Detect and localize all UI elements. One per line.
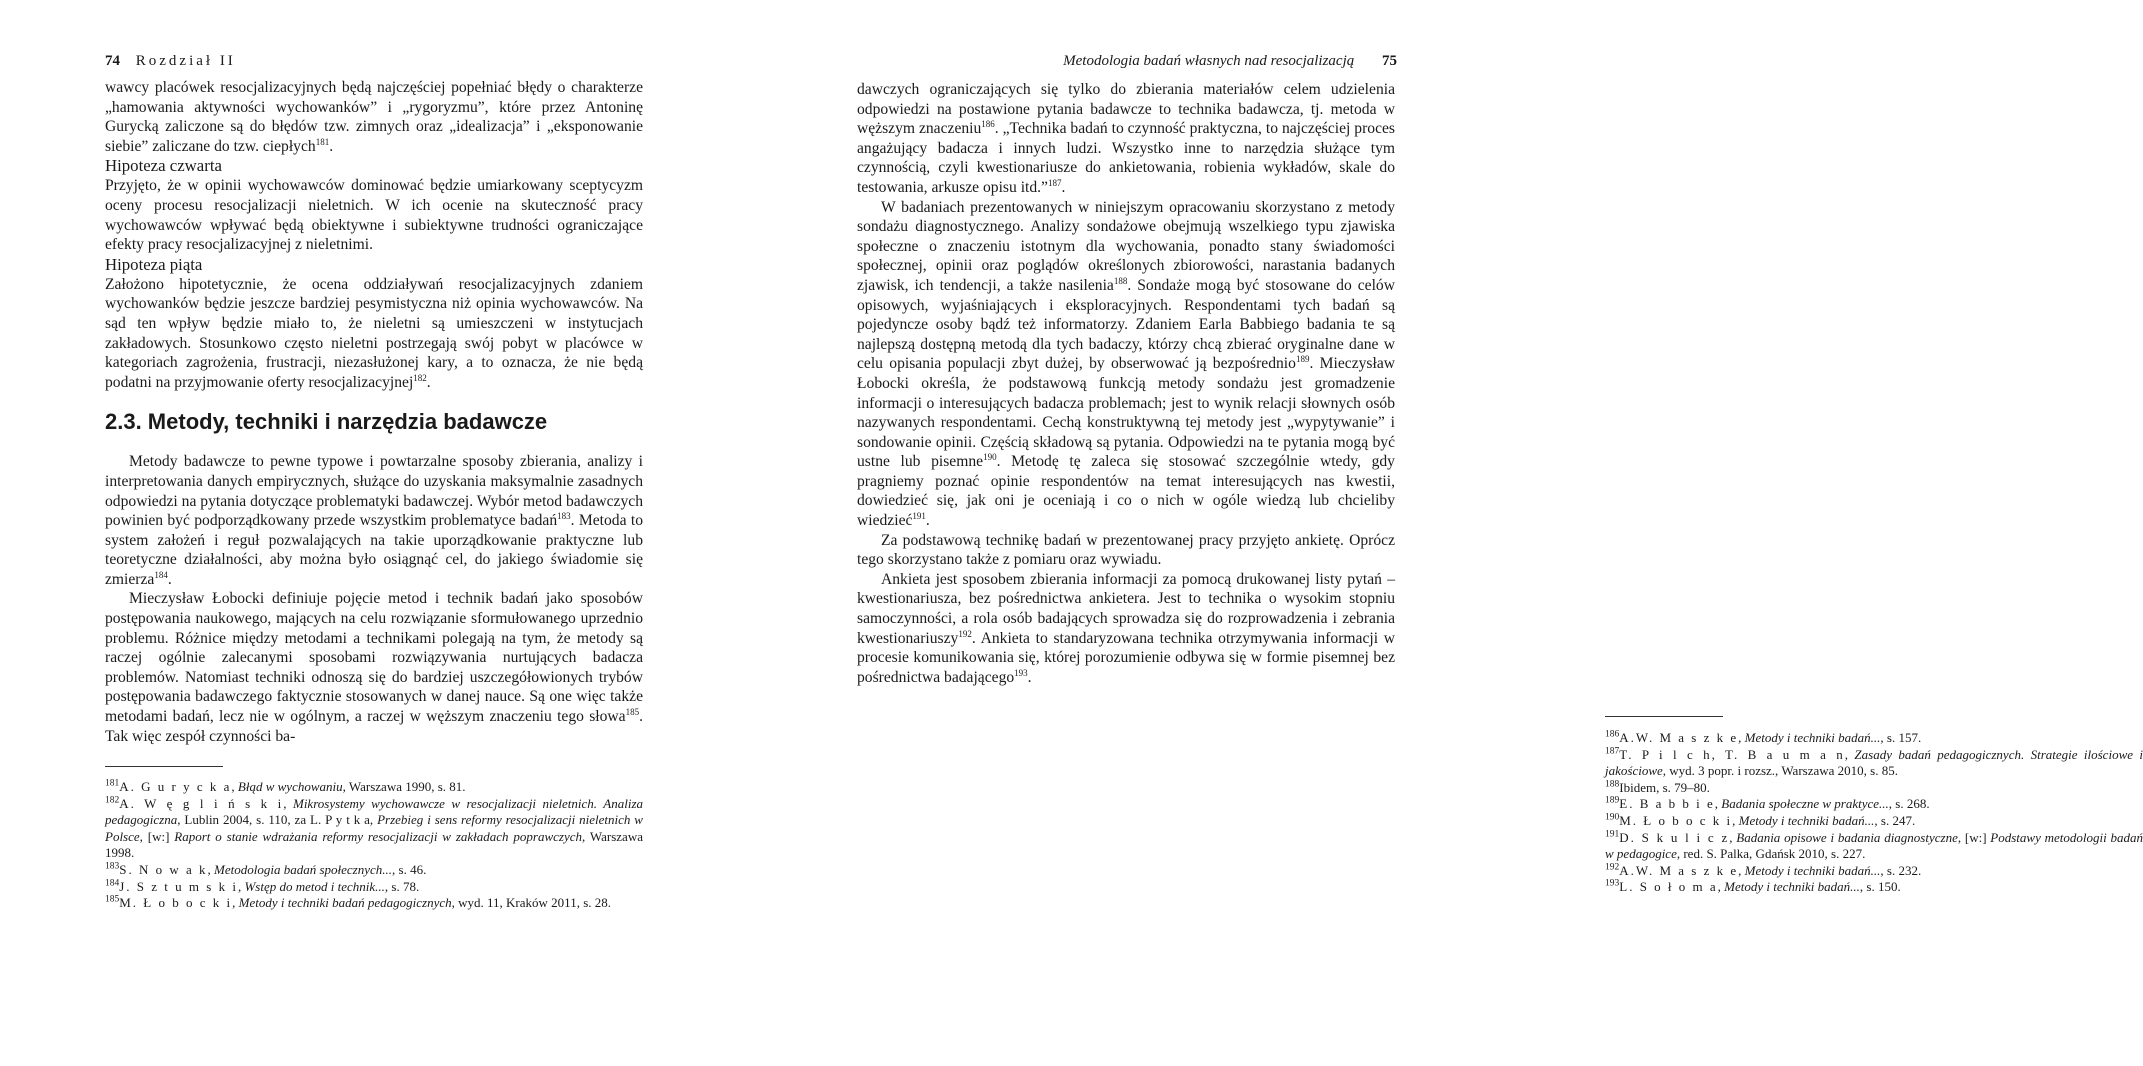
hypothesis-heading: Hipoteza czwarta (105, 156, 222, 176)
paragraph: Mieczysław Łobocki definiuje pojęcie metod i technik badań jako sposobów postępowania naukowego, mających na celu rozwiązanie sformułowanego uprzednio problemu. Różnice między metodami a technikami polegają na tym, że metody są raczej ogólnie zalecanymi sposobami rozwiązywania nurtujących badacza problemów. Natomiast techniki odnoszą się do bardziej uszczegółowionych trybów postępowania badawczego faktycznie stosowanych w danej nauce. Są one więc także metodami badań, lecz nie w ogólnym, a raczej w węższym znaczeniu tego słowa$^{185}$. Tak więc zespół czynności ba- (105, 590, 643, 745)
paragraph: Przyjęto, że w opinii wychowawców dominować będzie umiarkowany sceptycyzm oceny procesu resocjalizacji nieletnich. W ich ocenie na skuteczność pracy wychowawców wpływać będą obiektywne i subiektywne trudności ograniczające efekty pracy resocjalizacyjnej z nieletnimi. (105, 177, 643, 254)
paragraph: Za podstawową technikę badań w prezentowanej pracy przyjęto ankietę. Oprócz tego skorzystano także z pomiaru oraz wywiadu. (857, 531, 1395, 569)
chapter-title: Rozdział II (135, 53, 236, 69)
paragraph: wawcy placówek resocjalizacyjnych będą najczęściej popełniać błędy o charakterze „hamowania aktywności wychowanków” i „rygoryzmu”, które przez Antoninę Gurycką zaliczone są do błędów tzw. zimnych oraz „idealizacja” i „eksponowanie siebie” zaliczane do tzw. ciepłych$^{181}$. (105, 79, 643, 155)
section-heading: 2.3. Metody, techniki i narzędzia badawcze (105, 409, 548, 435)
right-page-number: 75 (1382, 53, 1397, 69)
footnote: $^{189}$E. B a b b i e, Badania społeczne w praktyce..., s. 268. (1605, 796, 1930, 812)
paragraph: dawczych ograniczających się tylko do zbierania materiałów celem udzielenia odpowiedzi na postawione pytania badawcze to technika badawcza, tj. metoda w węższym znaczeniu$^{186}$. „Technika badań to czynność praktyczna, to najczęściej proces angażujący badacza i innych ludzi. Wszystko inne to narzędzia służące tym czynnością, czyli kwestionariusze do ankietowania, robienia wykładów, skale do testowania, arkusze opisu itd.”$^{187}$. (857, 81, 1395, 196)
paragraph: W badaniach prezentowanych w niniejszym opracowaniu skorzystano z metody sondażu diagnostycznego. Analizy sondażowe obejmują wszelkiego typu zjawiska społeczne o znaczeniu istotnym dla wychowania, ponadto stany świadomości społecznej, opinii oraz poglądów określonych zbiorowości, narastania badanych zjawisk, ich tendencji, a także nasilenia$^{188}$. Sondaże mogą być stosowane do celów opisowych, wyjaśniających i eksploracyjnych. Respondentami tych badań są pojedyncze osoby bądź też informatorzy. Zdaniem Earla Babbiego badania te są najlepszą dostępną metodą dla tych badaczy, którzy chcą zbierać oryginalne dane w celu opisania populacji zbyt dużej, by obserwować ją bezpośrednio$^{189}$. Mieczysław Łobocki określa, że podstawową funkcją metody sondażu jest gromadzenie informacji o interesujących badacza problemach; jest to wynik relacji słownych osób nazywanych respondentami. Cechą konstruktywną tej metody jest „wypytywanie” i sondowanie opinii. Częścią składową są pytania. Odpowiedzi na te pytania mogą być ustne lub pisemne$^{190}$. Metodę tę zaleca się stosować szczególnie wtedy, gdy pragniemy poznać opinie respondentów na temat interesujących nas kwestii, dowiedzieć się, jak oni je oceniają i co o nich w ogóle wiedzą lub chcieliby wiedzieć$^{191}$. (857, 198, 1396, 530)
running-title: Metodologia badań własnych nad resocjalizacją (1063, 53, 1355, 69)
paragraph: Metody badawcze to pewne typowe i powtarzalne sposoby zbierania, analizy i interpretowania danych empirycznych, służące do uzyskania maksymalnie zasadnych odpowiedzi na pytania dotyczące problematyki badawczej. Wybór metod badawczych powinien być podporządkowany przede wszystkim problematyce badań$^{183}$. Metoda to system założeń i reguł pozwalających na takie uporządkowanie praktyczne lub teoretyczne działalności, aby można było osiągnąć cel, do jakiego świadomie się zmierza$^{184}$. (105, 453, 643, 588)
footnote: $^{191}$D. S k u l i c z, Badania opisowe i badania diagnostyczne, [w:] Podstawy metodologii badań w pedagogice, red. S. Palka, Gdańsk 2010, s. 227. (1605, 829, 2143, 862)
footnote: $^{186}$A.W. M a s z k e, Metody i techniki badań..., s. 157. (1605, 729, 1922, 745)
left-page (0, 0, 750, 1066)
left-body-text (105, 78, 643, 746)
paragraph: Ankieta jest sposobem zbierania informacji za pomocą drukowanej listy pytań – kwestionariusza, bez pośrednictwa ankietera. Jest to technika o wysokim stopniu samoczynności, a rola osób badających sprowadza się do rozprowadzenia i zebrania kwestionariuszy$^{192}$. Ankieta to standaryzowana technika otrzymywania informacji w procesie komunikowania się, której porozumienie odbywa się w formie pisemnej bez pośrednictwa badającego$^{193}$. (857, 570, 1395, 686)
footnote: $^{182}$A. W ę g l i ń s k i, Mikrosystemy wychowawcze w resocjalizacji nieletnich. Analiza pedagogiczna, Lublin 2004, s. 110, za L. P y t k a, Przebieg i sens reformy resocjalizacji nieletnich w Polsce, [w:] Raport o stanie wdrażania reformy resocjalizacji w zakładach poprawczych, Warszawa 1998. (105, 795, 644, 861)
footnote: $^{187}$T. P i l c h, T. B a u m a n, Zasady badań pedagogicznych. Strategie ilościowe i jakościowe, wyd. 3 popr. i rozsz., Warszawa 2010, s. 85. (1605, 746, 2143, 779)
right-footnotes (1605, 730, 2143, 896)
footnote: $^{188}$Ibidem, s. 79–80. (1605, 779, 1710, 795)
footnote: $^{185}$M. Ł o b o c k i, Metody i techniki badań pedagogicznych, wyd. 11, Kraków 2011, s. 28. (105, 894, 611, 911)
right-running-header (1063, 51, 1397, 71)
left-running-header (105, 51, 236, 71)
footnote: $^{193}$L. S o ł o m a, Metody i techniki badań..., s. 150. (1605, 879, 1901, 895)
footnote-separator (1605, 716, 1723, 717)
left-footnotes (105, 779, 643, 912)
footnote-separator (105, 766, 223, 767)
footnote: $^{181}$A. G u r y c k a, Błąd w wychowaniu, Warszawa 1990, s. 81. (105, 778, 466, 794)
right-body-text (857, 80, 1395, 687)
footnote: $^{184}$J. S z t u m s k i, Wstęp do metod i technik..., s. 78. (105, 878, 420, 894)
footnote: $^{190}$M. Ł o b o c k i, Metody i techniki badań..., s. 247. (1605, 812, 1916, 828)
left-page-number: 74 (105, 53, 120, 69)
footnote: $^{183}$S. N o w a k, Metodologia badań społecznych..., s. 46. (105, 861, 427, 877)
hypothesis-heading: Hipoteza piąta (105, 254, 203, 274)
right-page (750, 0, 2143, 1066)
footnote: $^{192}$A.W. M a s z k e, Metody i techniki badań..., s. 232. (1605, 862, 1922, 878)
paragraph: Założono hipotetycznie, że ocena oddziaływań resocjalizacyjnych zdaniem wychowanków będzie jeszcze bardziej pesymistyczna niż opinia wychowawców. Na sąd ten wpływ będzie miało to, że nieletni są umieszczeni w instytucjach zakładowych. Stosunkowo często nieletni postrzegają swój pobyt w placówce w kategoriach zagrożenia, frustracji, niezasłużonej kary, a to oznacza, że nie będą podatni na przyjmowanie oferty resocjalizacyjnej$^{182}$. (105, 275, 643, 391)
